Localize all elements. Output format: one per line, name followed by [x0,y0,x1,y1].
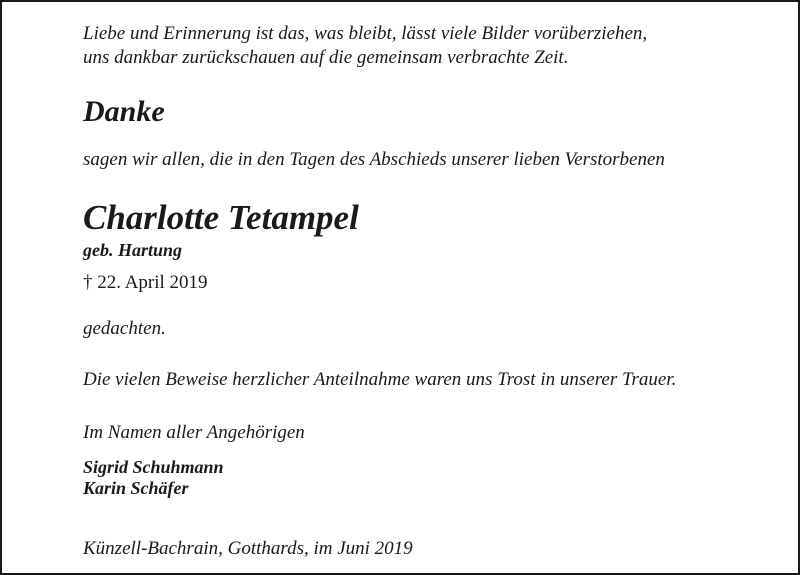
signer-name: Sigrid Schuhmann [83,457,224,477]
verse [83,22,647,70]
thanks-text: Die vielen Beweise herzlicher Anteilnahme waren uns Trost in unserer Trauer. [83,369,677,390]
gedachten-text: gedachten. [83,318,166,339]
on-behalf-text: Im Namen aller Angehörigen [83,422,305,443]
signer-name: Karin Schäfer [83,478,189,498]
birth-name: geb. Hartung [83,240,183,260]
verse-line-1: Liebe und Erinnerung ist das, was bleibt, lässt viele Bilder vorüberziehen, [83,23,648,44]
deceased-name: Charlotte Tetampel [83,198,359,237]
death-date: † 22. April 2019 [83,272,208,293]
intro-text: sagen wir allen, die in den Tagen des Abschieds unserer lieben Verstorbenen [83,149,665,170]
heading-danke: Danke [83,95,165,128]
verse-line-2: uns dankbar zurückschauen auf die gemeinsam verbrachte Zeit. [83,47,569,68]
place-and-date: Künzell-Bachrain, Gotthards, im Juni 2019 [83,538,413,559]
